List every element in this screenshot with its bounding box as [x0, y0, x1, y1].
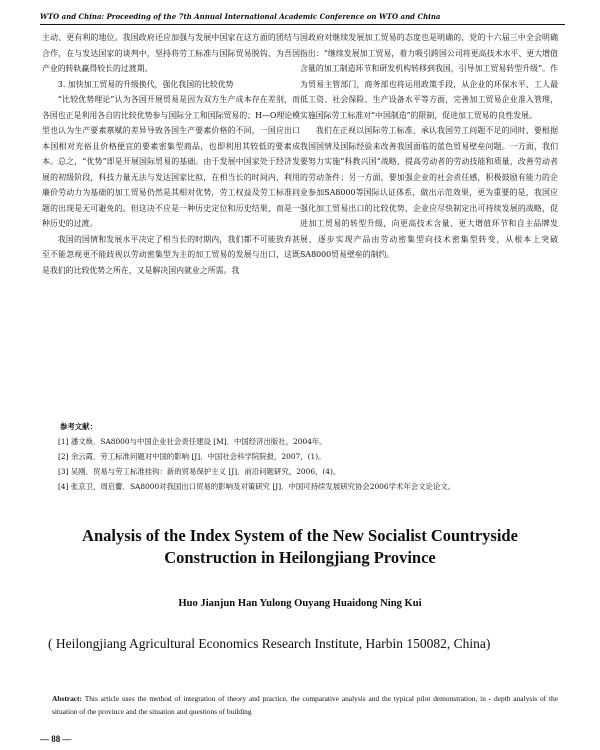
body-paragraph: 我国的国情和发展水平决定了相当长的时期内，我们都不可能放弃甚至不能忽视更不能歧视以劳动密集型为主的加工贸易的发展与出口，这既是我们的比较优势之所在，又是解决国内就业之所需。我 — [42, 234, 300, 275]
english-affiliation: ( Heilongjiang Agricultural Economics Research Institute, Harbin 150082, China) — [48, 636, 491, 651]
english-title: Analysis of the Index System of the New Socialist Countryside Construction in Heilongjiang Province — [82, 526, 518, 567]
running-header: WTO and China: Proceeding of the 7th Annual International Academic Conference on WTO and China — [40, 12, 565, 25]
body-paragraph: 主动、更有利的地位。我国政府还应加强与发展中国家在这方面的团结与合作，在与发达国家的谈判中，坚持将劳工标准与国际贸易脱钩，为吾国产业的转轨赢得较长的过渡期。 — [42, 33, 300, 73]
right-column — [300, 30, 558, 263]
reference-item: [2] 余云霞．劳工标准问题对中国的影响 [J]．中国社会科学院院报，2007，(1)。 — [58, 452, 326, 461]
reference-item: [1] 潘文焕．SA8000与中国企业社会责任建设 [M]．中国经济出版社，2004年。 — [58, 437, 327, 446]
page-number: — 88 — — [40, 734, 72, 744]
english-abstract — [52, 692, 558, 718]
english-authors: Huo Jianjun Han Yulong Ouyang Huaidong Ning Kui — [178, 598, 422, 609]
references — [42, 419, 560, 494]
body-paragraph: 国政府对继续发展加工贸易的态度也是明确的，党的十六届三中全会明确指出：“继续发展加工贸易，着力吸引跨国公司将更高技术水平、更大增值含量的加工制造环节和研发机构转移到我国，引导加工贸易转型升级”。作为贸易主管部门，商务部也将运用政策手段，从企业的环保水平、工人最低工资、社会保险、生产设备水平等方面，完善加工贸易企业准入管理，实施国际劳工标准对“中国制造”的限制，促进加工贸易的良性发展。 — [300, 33, 558, 120]
abstract-text: This article uses the method of integration of theory and practice, the comparative analysis and the typical pilot demonstration, in - depth analysis of the situation of the province and the situation and questions of building — [52, 694, 559, 716]
reference-item: [4] 张京卫，周启鳌．SA8000对我国出口贸易的影响及对策研究 [J]．中国可持续发展研究协会2006学术年会文论论文。 — [58, 482, 456, 491]
left-column — [42, 30, 300, 278]
reference-item: [3] 吴刚．贸易与劳工标准挂钩：新的贸易保护主义 [J]．前沿问题研究，2006，(4)。 — [58, 467, 341, 476]
abstract-label: Abstract: — [52, 694, 82, 703]
references-title: 参考文献： — [60, 422, 97, 431]
section-heading: 3. 加快加工贸易的升级换代，强化我国的比较优势 — [57, 79, 234, 89]
body-paragraph: 我们在正视以国际劳工标准、承认我国劳工问题不足的同时，要根据我国国情及国际经验来改善我国面临的蓝色贸易壁垒问题。一方面，我们要努力实施“科教兴国”战略，提高劳动者的劳动技能和质量，改善劳动者的劳动条件；另一方面，要加强企业的社会责任感，积极鼓励有能力的企业参加SA8000等国际认证体系，做出示范效果，更为重要的是，我国应强化加工贸易出口的比较优势，企业应尽快制定出可持续发展的战略，促进加工贸易的转型升级，向更高技术含量、更大增值环节和自主品牌发展，逐步实现产品由劳动密集型向技术密集型转变，从根本上突破SA8000贸易壁垒的制约。 — [300, 126, 558, 259]
body-paragraph: “比较优势理论”认为各国开展贸易是因为双方生产成本存在差别，而各国也正是利用各自的比较优势参与国际分工和国际贸易的；H—O理论模型也认为生产要素禀赋的差异导致各国生产要素价格的不同，一国应出口本国相对充裕且价格便宜的要素密集型商品，也即利用其较低的要素成本。总之，“优势”即是开展国际贸易的基础。由于发展中国家处于经济发展的初级阶段，科技力量无法与发达国家比拟，在相当长的时间内，利用廉价劳动力为基础的加工贸易仍然是其相对优势，劳工权益及劳工标准问题的出现是无可避免的。但这决不应是一种历史定位和历史结果，而是一种历史的过渡。 — [42, 95, 300, 228]
